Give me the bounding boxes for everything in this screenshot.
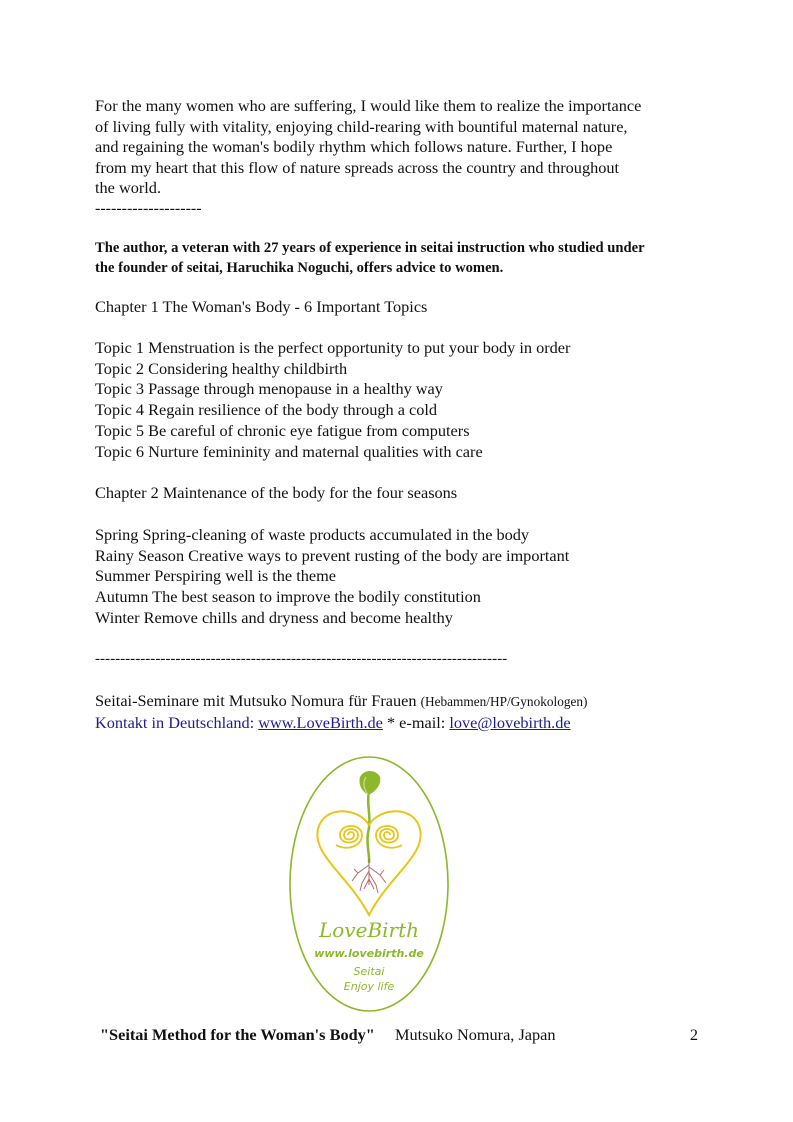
contact-section (95, 691, 705, 733)
seminar-audience: (Hebammen/HP/Gynokologen) (420, 694, 588, 709)
contact-label: Kontakt in Deutschland: (95, 712, 259, 732)
lovebirth-logo-graphic (288, 755, 450, 1013)
short-divider: -------------------- (95, 199, 202, 217)
season-item: Summer Perspiring well is the theme (95, 566, 337, 586)
topic-item: Topic 1 Menstruation is the perfect opportunity to put your body in order (95, 338, 571, 357)
season-item: Rainy Season Creative ways to prevent rusting of the body are important (95, 545, 570, 565)
intro-paragraph (95, 96, 705, 219)
seminar-line (95, 691, 705, 713)
season-item: Winter Remove chills and dryness and become healthy (95, 607, 453, 627)
chapter2-heading: Chapter 2 Maintenance of the body for the four seasons (95, 483, 458, 502)
email-link[interactable]: love@lovebirth.de (449, 712, 571, 732)
long-divider-wrap (95, 649, 705, 669)
contact-line (95, 713, 705, 734)
topic-item: Topic 5 Be careful of chronic eye fatigue from computers (95, 420, 470, 440)
website-link[interactable]: www.LoveBirth.de (258, 712, 383, 732)
topic-item: Topic 3 Passage through menopause in a healthy way (95, 379, 443, 399)
long-divider: ---------------------------------------------------------------------------------- (95, 651, 508, 667)
chapter1-heading: Chapter 1 The Woman's Body - 6 Important Topics (95, 297, 428, 316)
topic-item: Topic 2 Considering healthy childbirth (95, 358, 348, 378)
chapter1-topics (95, 338, 705, 462)
topic-item: Topic 6 Nurture femininity and maternal qualities with care (95, 441, 483, 461)
intro-line: For the many women who are suffering, I would like them to realize the importance (95, 96, 642, 115)
footer-author: Mutsuko Nomura, Japan (394, 1025, 556, 1044)
season-item: Autumn The best season to improve the bodily constitution (95, 587, 481, 607)
chapter2-seasons (95, 525, 705, 629)
brand-name: LoveBirth (318, 918, 420, 942)
brand-line2: Enjoy life (343, 980, 395, 993)
email-separator: * e-mail: (382, 712, 450, 732)
author-note (95, 239, 705, 278)
page-footer (100, 1025, 698, 1045)
author-note-line: the founder of seitai, Haruchika Noguchi, offers advice to women. (95, 259, 504, 276)
chapter1-section (95, 297, 705, 318)
seminar-text: Seitai-Seminare mit Mutsuko Nomura für Frauen (95, 691, 421, 710)
page-number: 2 (689, 1025, 698, 1044)
footer-title: "Seitai Method for the Woman's Body" (100, 1025, 375, 1044)
intro-line: of living fully with vitality, enjoying child-rearing with bountiful maternal nature, (95, 116, 628, 136)
brand-line1: Seitai (353, 965, 385, 978)
lovebirth-logo (288, 755, 450, 1013)
chapter2-section (95, 483, 705, 504)
intro-line: the world. (95, 178, 162, 198)
intro-line: from my heart that this flow of nature spreads across the country and throughout (95, 157, 620, 177)
season-item: Spring Spring-cleaning of waste products accumulated in the body (95, 525, 530, 544)
intro-line: and regaining the woman's bodily rhythm which follows nature. Further, I hope (95, 137, 613, 157)
topic-item: Topic 4 Regain resilience of the body through a cold (95, 400, 438, 420)
brand-url: www.lovebirth.de (314, 947, 424, 960)
author-note-line: The author, a veteran with 27 years of experience in seitai instruction who studied under (95, 240, 645, 256)
